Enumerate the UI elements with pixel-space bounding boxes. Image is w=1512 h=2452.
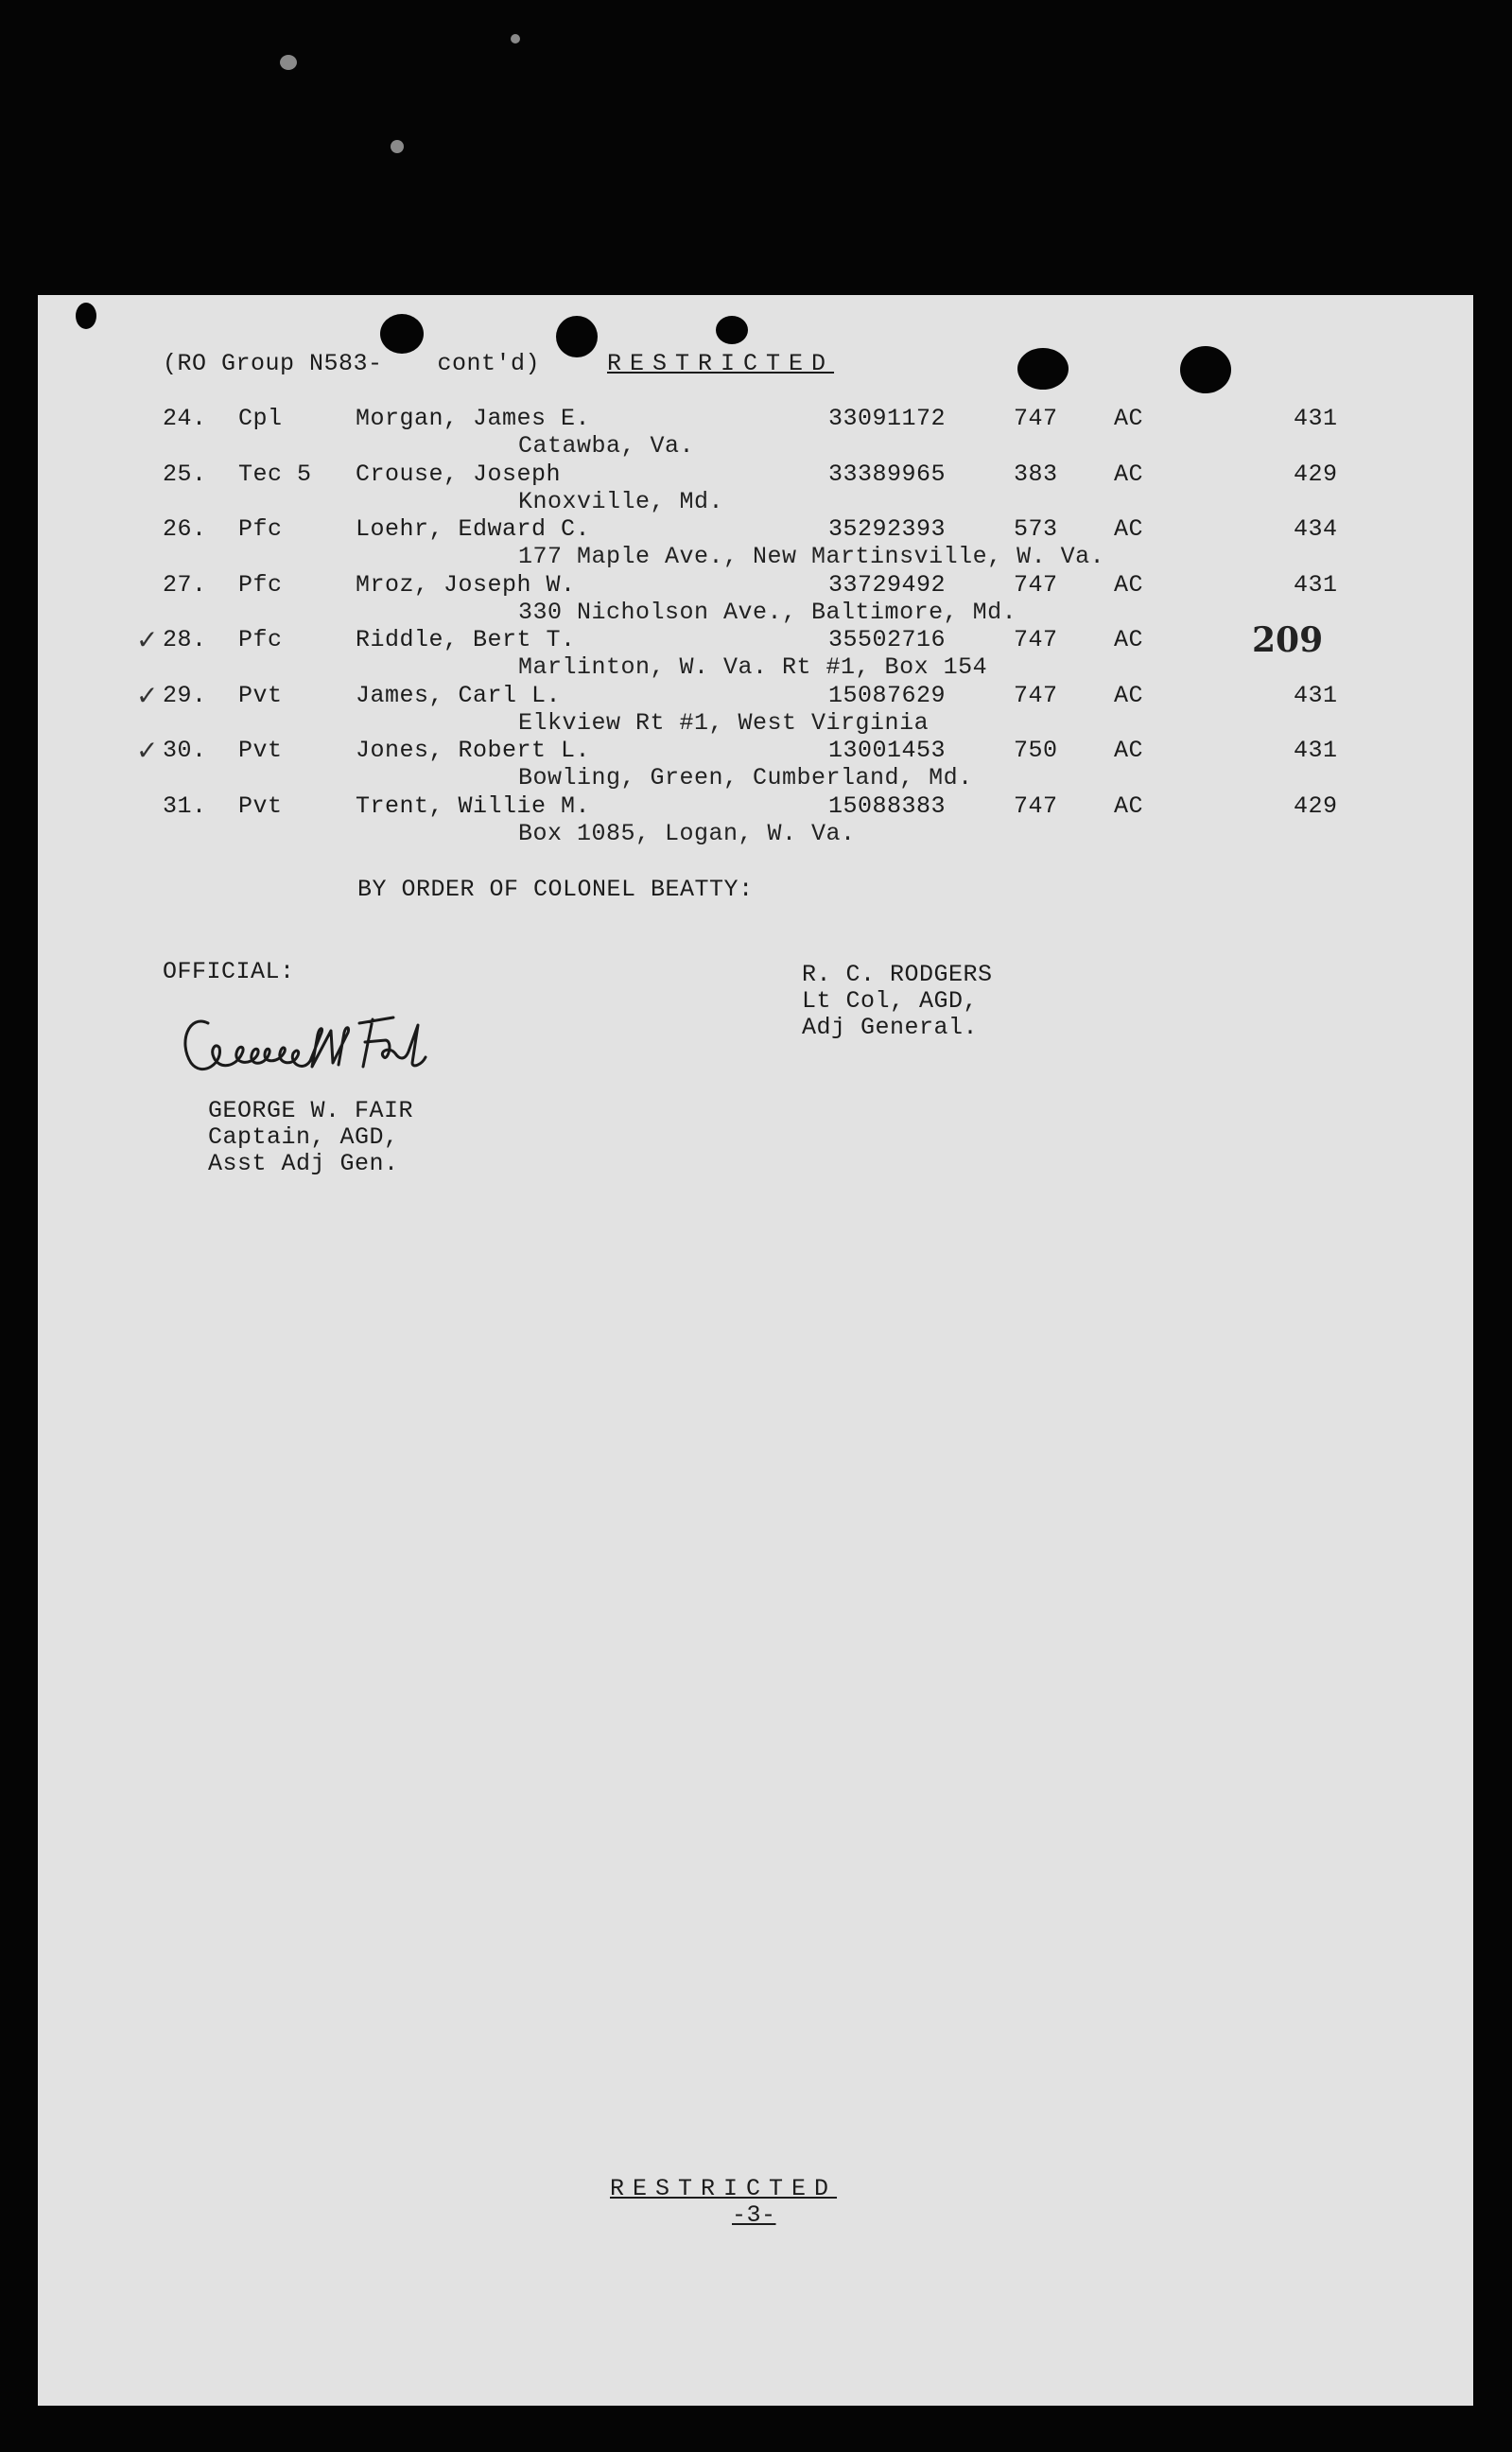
punch-hole xyxy=(76,303,96,329)
row-branch: AC xyxy=(1114,405,1144,432)
row-branch: AC xyxy=(1114,515,1144,543)
punch-hole xyxy=(716,316,748,344)
row-name: James, Carl L. xyxy=(356,681,562,709)
row-branch: AC xyxy=(1114,460,1144,488)
row-serial-number: 13001453 xyxy=(828,737,947,764)
row-branch: AC xyxy=(1114,737,1144,764)
speck xyxy=(511,34,520,43)
checkmark-icon: ✓ xyxy=(136,679,159,711)
row-address: Box 1085, Logan, W. Va. xyxy=(518,819,856,847)
punch-hole xyxy=(556,316,598,357)
handwritten-signature xyxy=(170,1004,492,1089)
row-address: Bowling, Green, Cumberland, Md. xyxy=(518,764,973,791)
group-header: (RO Group N583- cont'd) xyxy=(163,350,541,377)
row-rank: Tec 5 xyxy=(238,460,312,488)
row-code: 747 xyxy=(1014,570,1058,599)
row-right-number: 431 xyxy=(1294,570,1338,599)
punch-hole xyxy=(1180,346,1231,393)
row-serial-number: 15088383 xyxy=(828,791,947,820)
row-address: 330 Nicholson Ave., Baltimore, Md. xyxy=(518,598,1017,626)
row-branch: AC xyxy=(1114,681,1144,709)
row-rank: Pvt xyxy=(238,791,283,820)
row-name: Riddle, Bert T. xyxy=(356,626,576,653)
row-rank: Pvt xyxy=(238,737,283,764)
row-address: 177 Maple Ave., New Martinsville, W. Va. xyxy=(518,543,1105,570)
row-name: Crouse, Joseph xyxy=(356,460,562,488)
right-signatory-title2: Adj General. xyxy=(802,1014,979,1041)
row-rank: Pfc xyxy=(238,626,283,653)
row-code: 573 xyxy=(1014,515,1058,543)
checkmark-icon: ✓ xyxy=(136,624,159,655)
classification-header: RESTRICTED xyxy=(607,350,835,377)
row-right-number: 431 xyxy=(1294,405,1338,432)
left-signatory-title2: Asst Adj Gen. xyxy=(208,1150,399,1177)
row-branch: AC xyxy=(1114,626,1144,653)
stamped-number: 209 xyxy=(1252,620,1324,660)
row-serial-number: 33729492 xyxy=(828,570,947,599)
row-number: 29. xyxy=(163,681,207,709)
row-serial-number: 35502716 xyxy=(828,626,947,653)
left-signatory-name: GEORGE W. FAIR xyxy=(208,1097,414,1124)
row-branch: AC xyxy=(1114,570,1144,599)
left-signatory-title1: Captain, AGD, xyxy=(208,1123,399,1151)
row-name: Trent, Willie M. xyxy=(356,791,591,820)
row-right-number: 429 xyxy=(1294,791,1338,820)
page-number: -3- xyxy=(732,2201,776,2229)
row-address: Marlinton, W. Va. Rt #1, Box 154 xyxy=(518,653,988,681)
row-name: Jones, Robert L. xyxy=(356,737,591,764)
row-number: 24. xyxy=(163,405,207,432)
classification-footer: RESTRICTED xyxy=(610,2175,838,2202)
row-code: 747 xyxy=(1014,626,1058,653)
row-rank: Pfc xyxy=(238,515,283,543)
row-rank: Cpl xyxy=(238,405,283,432)
row-number: 28. xyxy=(163,626,207,653)
row-name: Loehr, Edward C. xyxy=(356,515,591,543)
row-code: 383 xyxy=(1014,460,1058,488)
document-page xyxy=(38,295,1473,2406)
row-code: 747 xyxy=(1014,405,1058,432)
row-number: 25. xyxy=(163,460,207,488)
row-number: 26. xyxy=(163,515,207,543)
row-serial-number: 33389965 xyxy=(828,460,947,488)
row-address: Knoxville, Md. xyxy=(518,487,724,515)
row-code: 747 xyxy=(1014,791,1058,820)
row-number: 27. xyxy=(163,570,207,599)
speck xyxy=(280,55,297,70)
row-code: 750 xyxy=(1014,737,1058,764)
row-name: Mroz, Joseph W. xyxy=(356,570,576,599)
row-right-number: 431 xyxy=(1294,681,1338,709)
right-signatory-title1: Lt Col, AGD, xyxy=(802,987,979,1015)
order-line: BY ORDER OF COLONEL BEATTY: xyxy=(357,876,754,903)
row-address: Catawba, Va. xyxy=(518,432,695,460)
row-number: 31. xyxy=(163,791,207,820)
checkmark-icon: ✓ xyxy=(136,735,159,766)
row-rank: Pfc xyxy=(238,570,283,599)
row-name: Morgan, James E. xyxy=(356,405,591,432)
row-address: Elkview Rt #1, West Virginia xyxy=(518,708,930,737)
right-signatory-name: R. C. RODGERS xyxy=(802,961,993,988)
row-branch: AC xyxy=(1114,791,1144,820)
row-serial-number: 15087629 xyxy=(828,681,947,709)
row-right-number: 431 xyxy=(1294,737,1338,764)
row-right-number: 429 xyxy=(1294,460,1338,488)
row-right-number: 434 xyxy=(1294,515,1338,543)
row-rank: Pvt xyxy=(238,681,283,709)
row-number: 30. xyxy=(163,737,207,764)
speck xyxy=(391,140,404,153)
row-serial-number: 33091172 xyxy=(828,405,947,432)
official-label: OFFICIAL: xyxy=(163,958,295,985)
row-serial-number: 35292393 xyxy=(828,515,947,543)
row-code: 747 xyxy=(1014,681,1058,709)
punch-hole xyxy=(1017,348,1069,390)
punch-hole xyxy=(380,314,424,354)
